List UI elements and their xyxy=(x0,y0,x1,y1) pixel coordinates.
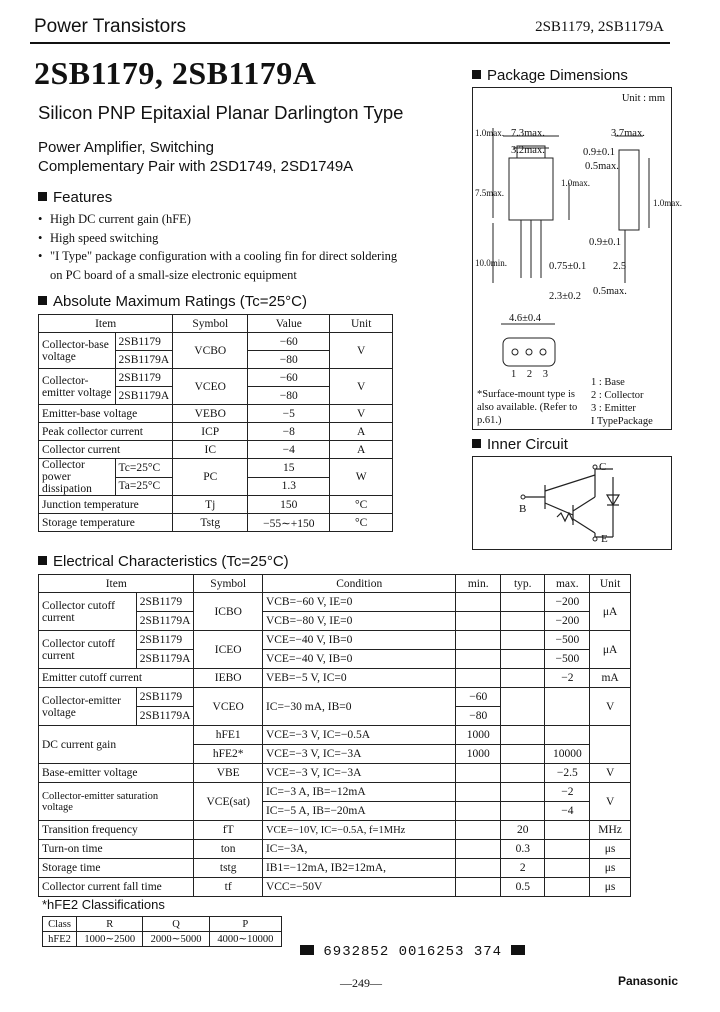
abs-max-table xyxy=(38,314,393,532)
feature-item: • High DC current gain (hFE) xyxy=(38,212,191,226)
header-rule xyxy=(30,42,670,44)
elec-table xyxy=(38,574,631,897)
description-line-2: Complementary Pair with 2SD1749, 2SD1749A xyxy=(38,158,354,175)
table-row: Collector current IC −4 A xyxy=(39,441,393,459)
barcode-block-icon xyxy=(511,945,525,955)
terminal-label-e: E xyxy=(601,533,608,545)
package-bottom-view xyxy=(503,338,555,366)
table-header-row: Item Symbol Condition min. typ. max. Unit xyxy=(39,575,631,593)
section-square-icon xyxy=(38,556,47,565)
subtitle: Silicon PNP Epitaxial Planar Darlington Type xyxy=(38,102,404,123)
dim-label: 2.5 xyxy=(613,261,627,272)
description xyxy=(38,138,353,176)
dim-label: 0.9±0.1 xyxy=(583,147,616,158)
description-line-1: Power Amplifier, Switching xyxy=(38,139,214,156)
package-body-front xyxy=(509,158,553,220)
dim-label: 0.5max. xyxy=(593,286,627,297)
table-row: 2SB1179A −80 xyxy=(39,707,631,726)
table-row: 2SB1179A VCE=−40 V, IB=0 −500 xyxy=(39,650,631,669)
barcode-text: 6932852 0016253 374 xyxy=(323,944,503,960)
darlington-circuit-diagram xyxy=(473,457,671,549)
table-header-row: Class R Q P xyxy=(43,917,282,932)
table-row: IC=−5 A, IB=−20mA −4 xyxy=(39,802,631,821)
barcode-block-icon xyxy=(300,945,314,955)
table-row: Transition frequency fT VCE=−10V, IC=−0.5A, f=1MHz 20 MHz xyxy=(39,821,631,840)
dim-label: 10.0min. xyxy=(475,258,508,268)
feature-item: • High speed switching xyxy=(38,230,159,245)
hfe-class-table xyxy=(42,916,282,947)
pin-legend: 1 : Base 2 : Collector 3 : Emitter I TypePackage xyxy=(591,377,653,427)
table-row: Collector-emitter voltage 2SB1179 VCEO −60 V xyxy=(39,369,393,387)
table-row: 2SB1179A VCB=−80 V, IE=0 −200 xyxy=(39,612,631,631)
dim-label: 7.3max. xyxy=(511,128,545,139)
table-row: Storage time tstg IB1=−12mA, IB2=12mA, 2 μs xyxy=(39,859,631,878)
dim-label: 0.5max. xyxy=(585,161,619,172)
table-header-row: Item Symbol Value Unit xyxy=(39,315,393,333)
unit-label: Unit : mm xyxy=(621,93,665,104)
dim-label: 1.0max. xyxy=(475,128,504,138)
table-row: Ta=25°C 1.3 xyxy=(39,477,393,496)
package-body-side xyxy=(619,150,639,230)
section-square-icon xyxy=(472,439,481,448)
terminal-label-b: B xyxy=(519,503,527,515)
dim-label: 1.0max. xyxy=(653,198,682,208)
table-row: Collector cutoff current 2SB1179 ICEO VCE=−40 V, IB=0 −500 μA xyxy=(39,631,631,650)
header-category: Power Transistors xyxy=(34,16,187,37)
table-row: 2SB1179A −80 xyxy=(39,387,393,405)
package-drawing-box xyxy=(472,87,682,430)
dim-label: 3.2max. xyxy=(511,145,545,156)
dim-label: 2.3±0.2 xyxy=(549,291,582,302)
package-note: *Surface-mount type is also available. (Refer to p.61.) xyxy=(477,389,578,426)
table-row: Turn-on time ton IC=−3A, 0.3 μs xyxy=(39,840,631,859)
dim-label: 3.7max. xyxy=(611,128,645,139)
feature-item: • "I Type" package configuration with a cooling fin for direct soldering xyxy=(38,249,398,263)
table-row: hFE2* VCE=−3 V, IC=−3A 1000 10000 xyxy=(39,745,631,764)
inner-circuit-box xyxy=(472,456,672,550)
table-row: Collector power dissipation Tc=25°C PC 15 W xyxy=(39,459,393,478)
package-heading: Package Dimensions xyxy=(472,67,628,84)
dim-label: 0.75±0.1 xyxy=(549,261,587,272)
features-heading-text: Features xyxy=(53,189,113,206)
table-row: Storage temperature Tstg −55∼+150 °C xyxy=(39,514,393,532)
abs-max-heading: Absolute Maximum Ratings (Tc=25°C) xyxy=(38,293,307,310)
barcode-line xyxy=(300,944,525,960)
brand-logo: Panasonic xyxy=(617,974,678,988)
header-part-numbers: 2SB1179, 2SB1179A xyxy=(535,19,664,35)
pin-numbers: 1 2 3 xyxy=(511,369,548,380)
dim-label: 1.0max. xyxy=(561,178,590,188)
table-row: 2SB1179A −80 xyxy=(39,351,393,369)
table-row: Peak collector current ICP −8 A xyxy=(39,423,393,441)
table-row: Collector cutoff current 2SB1179 ICBO VCB=−60 V, IE=0 −200 μA xyxy=(39,593,631,612)
terminal-label-c: C xyxy=(599,461,607,473)
table-row: hFE2 1000∼2500 2000∼5000 4000∼10000 xyxy=(43,932,282,947)
hfe-class-heading: *hFE2 Classifications xyxy=(42,897,165,912)
table-row: Emitter-base voltage VEBO −5 V xyxy=(39,405,393,423)
table-row: Collector-base voltage 2SB1179 VCBO −60 V xyxy=(39,333,393,351)
inner-circuit-heading: Inner Circuit xyxy=(472,436,568,453)
features-heading xyxy=(38,189,112,206)
table-row: Junction temperature Tj 150 °C xyxy=(39,496,393,514)
section-square-icon xyxy=(38,296,47,305)
table-row: DC current gain hFE1 VCE=−3 V, IC=−0.5A 1000 xyxy=(39,726,631,745)
elec-heading: Electrical Characteristics (Tc=25°C) xyxy=(38,553,289,570)
page-number: —249— xyxy=(340,976,382,990)
table-row: Base-emitter voltage VBE VCE=−3 V, IC=−3A −2.5 V xyxy=(39,764,631,783)
table-row: Collector-emitter voltage 2SB1179 VCEO IC=−30 mA, IB=0 −60 V xyxy=(39,688,631,707)
dim-label: 0.9±0.1 xyxy=(589,237,622,248)
section-square-icon xyxy=(472,70,481,79)
features-list xyxy=(38,210,458,284)
table-row: Emitter cutoff current IEBO VEB=−5 V, IC=0 −2 mA xyxy=(39,669,631,688)
table-row: Collector-emitter saturation voltage VCE(sat) IC=−3 A, IB=−12mA −2 V xyxy=(39,783,631,802)
dim-label: 4.6±0.4 xyxy=(509,313,542,324)
dim-label: 7.5max. xyxy=(475,188,504,198)
feature-item: on PC board of a small-size electronic equipment xyxy=(50,267,297,282)
table-row: Collector current fall time tf VCC=−50V 0.5 μs xyxy=(39,878,631,897)
part-title: 2SB1179, 2SB1179A xyxy=(34,55,317,91)
section-square-icon xyxy=(38,192,47,201)
